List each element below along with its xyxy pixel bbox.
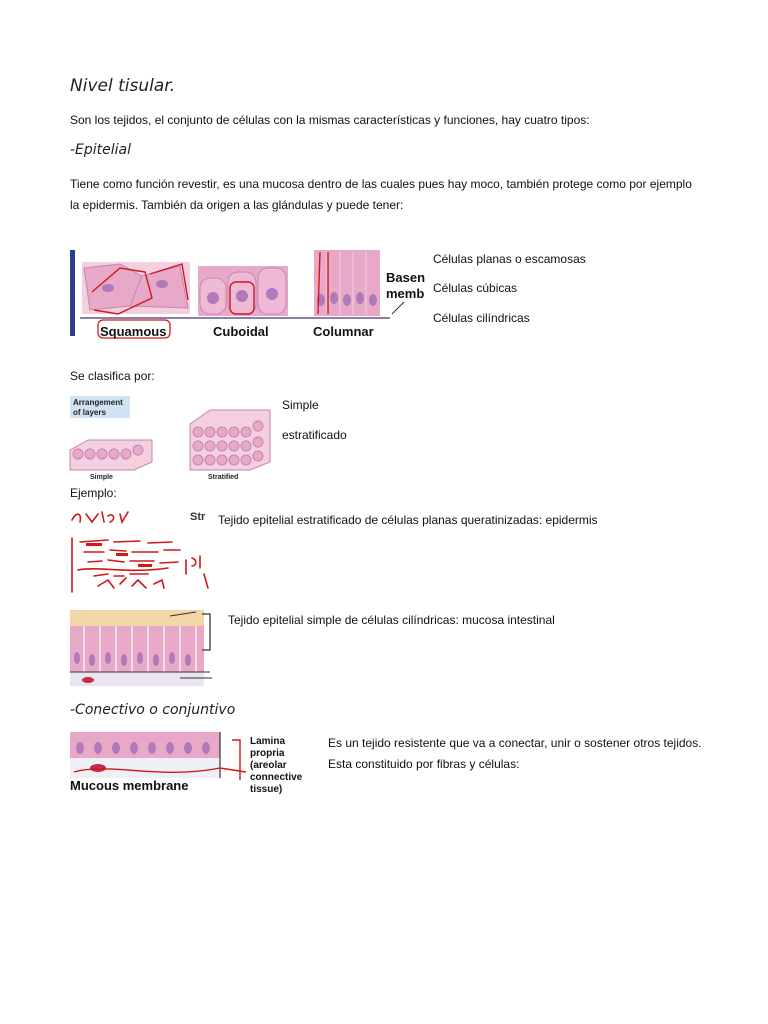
label-columnar: Columnar xyxy=(313,324,374,339)
label-mucous-membrane: Mucous membrane xyxy=(70,778,189,793)
cell-type-planas: Células planas o escamosas xyxy=(433,252,586,266)
cell-type-cubicas: Células cúbicas xyxy=(433,281,518,295)
epidermis-sketch-figure xyxy=(68,508,214,598)
label-lamina-1: Lamina xyxy=(250,736,286,747)
label-stratified-fig: Stratified xyxy=(208,474,239,481)
heading-conectivo: -Conectivo o conjuntivo xyxy=(70,702,236,718)
heading-epitelial: -Epitelial xyxy=(70,142,132,158)
page-title: Nivel tisular. xyxy=(70,76,176,96)
mucous-membrane-figure xyxy=(70,732,320,796)
label-cuboidal: Cuboidal xyxy=(213,324,269,339)
cell-type-cilindricas: Células cilíndricas xyxy=(433,311,530,325)
epithelial-shapes-figure xyxy=(70,248,426,340)
conectivo-paragraph: Es un tejido resistente que va a conectar, unir o sostener otros tejidos. Esta constituido por fibras y células: xyxy=(328,736,702,771)
clasifica-estratificado: estratificado xyxy=(282,428,347,442)
label-basement-2: memb xyxy=(386,286,425,301)
arrangement-figure xyxy=(70,396,270,480)
intro-paragraph: Son los tejidos, el conjunto de células con la mismas características y funciones, hay cuatro tipos: xyxy=(70,113,590,127)
label-simple-fig: Simple xyxy=(90,474,113,481)
epitelial-paragraph: Tiene como función revestir, es una mucosa dentro de las cuales pues hay moco, también protege como por ejemplo la epidermis. También da origen a las glándulas y puede tener: xyxy=(70,177,692,212)
label-lamina-5: tissue) xyxy=(250,784,283,795)
ejemplo-mucosa-intestinal: Tejido epitelial simple de células cilíndricas: mucosa intestinal xyxy=(228,613,555,627)
label-basement-1: Basen xyxy=(386,270,426,285)
label-lamina-2: propria xyxy=(250,748,285,759)
intestinal-mucosa-figure xyxy=(70,610,218,688)
label-squamous: Squamous xyxy=(100,324,167,339)
clasifica-simple: Simple xyxy=(282,398,319,412)
heading-ejemplo: Ejemplo: xyxy=(70,486,117,500)
label-lamina-3: (areolar xyxy=(250,760,287,771)
label-arrangement-2: of layers xyxy=(73,408,106,417)
label-stratified-fragment: Str xyxy=(190,511,206,523)
label-lamina-4: connective xyxy=(250,772,303,783)
heading-clasifica: Se clasifica por: xyxy=(70,369,155,383)
ejemplo-epidermis: Tejido epitelial estratificado de células planas queratinizadas: epidermis xyxy=(218,513,598,527)
label-arrangement-1: Arrangement xyxy=(73,398,123,407)
